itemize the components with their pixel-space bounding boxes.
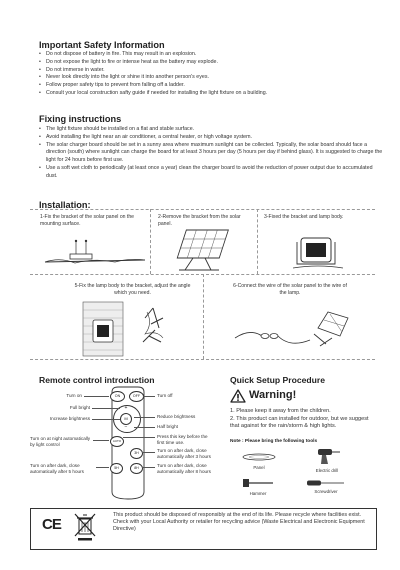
safety-title: Important Safety Information [39,40,165,50]
timer-5h-button[interactable]: 5H [110,463,123,474]
label-auto-light: Turn on at night automatically by light control [30,436,91,447]
leader-line [134,417,155,418]
list-item: • The solar charger board should be set in a sunny area where maximum sunlight can be collected. Typically, the solar board should face a direction (south) where sunlight can charge the board for at least 3 hours per day (5 hours per day if behind glass). It is suggested to charge the light for 24 hours before first use. [39,142,384,165]
lamp-body-illustration [293,234,343,272]
list-item: • Never look directly into the light or shine it into another person's eyes. [39,74,379,82]
fixing-list [39,126,384,181]
wire-connection-illustration [230,298,360,358]
timer-3h-button[interactable]: 3H [130,448,143,459]
label-turn-off: Turn off [157,393,173,398]
reduce-brightness-button[interactable]: − [124,424,128,430]
warning-icon [230,389,246,403]
label-after-8-hours: Turn on after dark, close automatically after 8 hours [157,463,211,474]
leader-line [142,467,155,468]
install-step-3: 3-Fixed the bracket and lamp body. [264,214,344,220]
timer-8h-button[interactable]: 8H [130,463,143,474]
electric-drill-icon [312,446,342,466]
off-button[interactable]: OFF [129,391,144,402]
divider [257,209,258,274]
list-item: • Do not expose the light to fire or intense heat as the battery may explode. [39,59,379,67]
panel-tool-icon [241,452,277,462]
tool-label-screwdriver: Screwdriver [314,489,338,494]
leader-line [123,437,155,438]
leader-line [143,396,155,397]
on-button[interactable]: ON [110,391,125,402]
mode-button[interactable]: M [120,413,132,425]
leader-line [96,467,109,468]
list-item: • Do not dispose of battery in fire. This may result in an explosion. [39,51,379,59]
fixing-title: Fixing instructions [39,114,122,124]
list-item: • The light fixture should be installed on a flat and stable surface. [39,126,384,134]
label-press-key: Press this key before the first time use. [157,434,208,445]
solar-panel-illustration [165,228,240,274]
install-step-5: 5-Fix the lamp body to the bracket, adjust the angle which you need. [74,283,191,296]
warning-item-2: 2. This product can installed for outdoor, but we suggest that against for the rain/storm & high lights. [230,416,369,429]
label-half-bright: Half bright [157,424,178,429]
leader-line [93,440,109,441]
list-item: • Avoid installing the light near an air conditioner, a central heater, or high voltage system. [39,134,384,142]
recycling-notice-text: This product should be disposed of responsibly at the end of its life. Please recycle where facilities exist. Check with your Local Authority or retailer for recycling advice (Waste Electrical and Electronic Equipment Directive) [113,512,365,532]
screwdriver-icon [306,479,346,487]
list-item: • Follow proper safety tips to prevent from falling off a ladder. [39,82,379,90]
auto-button[interactable]: AUTO [110,436,124,447]
label-after-5-hours: Turn on after dark, close automatically after 5 hours [30,463,84,474]
divider [203,274,204,359]
leader-line [92,419,120,420]
list-item: • Use a soft wet cloth to periodically (at least once a year) clean the charger board to avoid the reduction of power output due to accumulated dust. [39,165,384,181]
install-step-1: 1-Fix the bracket of the solar panel on the mounting surface. [40,214,135,227]
warning-heading: Warning! [249,389,297,401]
label-increase-brightness: Increase brightness [49,416,90,421]
leader-line [142,452,155,453]
label-turn-on: Turn on [66,393,82,398]
tool-label-hammer: Hammer [249,491,267,496]
remote-title: Remote control introduction [39,375,155,385]
label-full-bright: Full bright [69,405,90,410]
wall-mount-illustration [73,298,185,358]
increase-brightness-button[interactable]: + [124,405,128,411]
tools-note: Note : Please bring the following tools [230,439,318,444]
leader-line [84,396,109,397]
installation-title: Installation: [39,200,91,210]
divider [30,209,375,210]
weee-bin-icon [74,513,96,541]
label-after-3-hours: Turn on after dark, close automatically after 3 hours [157,448,211,459]
tool-label-electric-drill: Electric drill [315,468,339,473]
list-item: • Do not immerse in water. [39,67,379,75]
install-step-6: 6-Connect the wire of the solar panel to the wire of the lamp. [233,283,347,296]
leader-line [92,408,120,409]
list-item: • Consult your local construction safty guide if needed for installing the light fixture on a building. [39,90,379,98]
hammer-icon [241,477,275,489]
mounting-surface-illustration [40,232,150,272]
divider [150,209,151,274]
leader-line [134,427,155,428]
label-reduce-brightness: Reduce brightness [157,414,196,419]
quick-setup-title: Quick Setup Procedure [230,375,326,385]
warning-item-1: 1. Please keep it away from the children. [230,408,331,414]
tool-label-panel: Panel [253,465,265,470]
divider [30,359,375,360]
install-step-2: 2-Remove the bracket from the solar panel. [158,214,241,227]
safety-list [39,51,379,98]
ce-mark: CE [42,516,61,533]
